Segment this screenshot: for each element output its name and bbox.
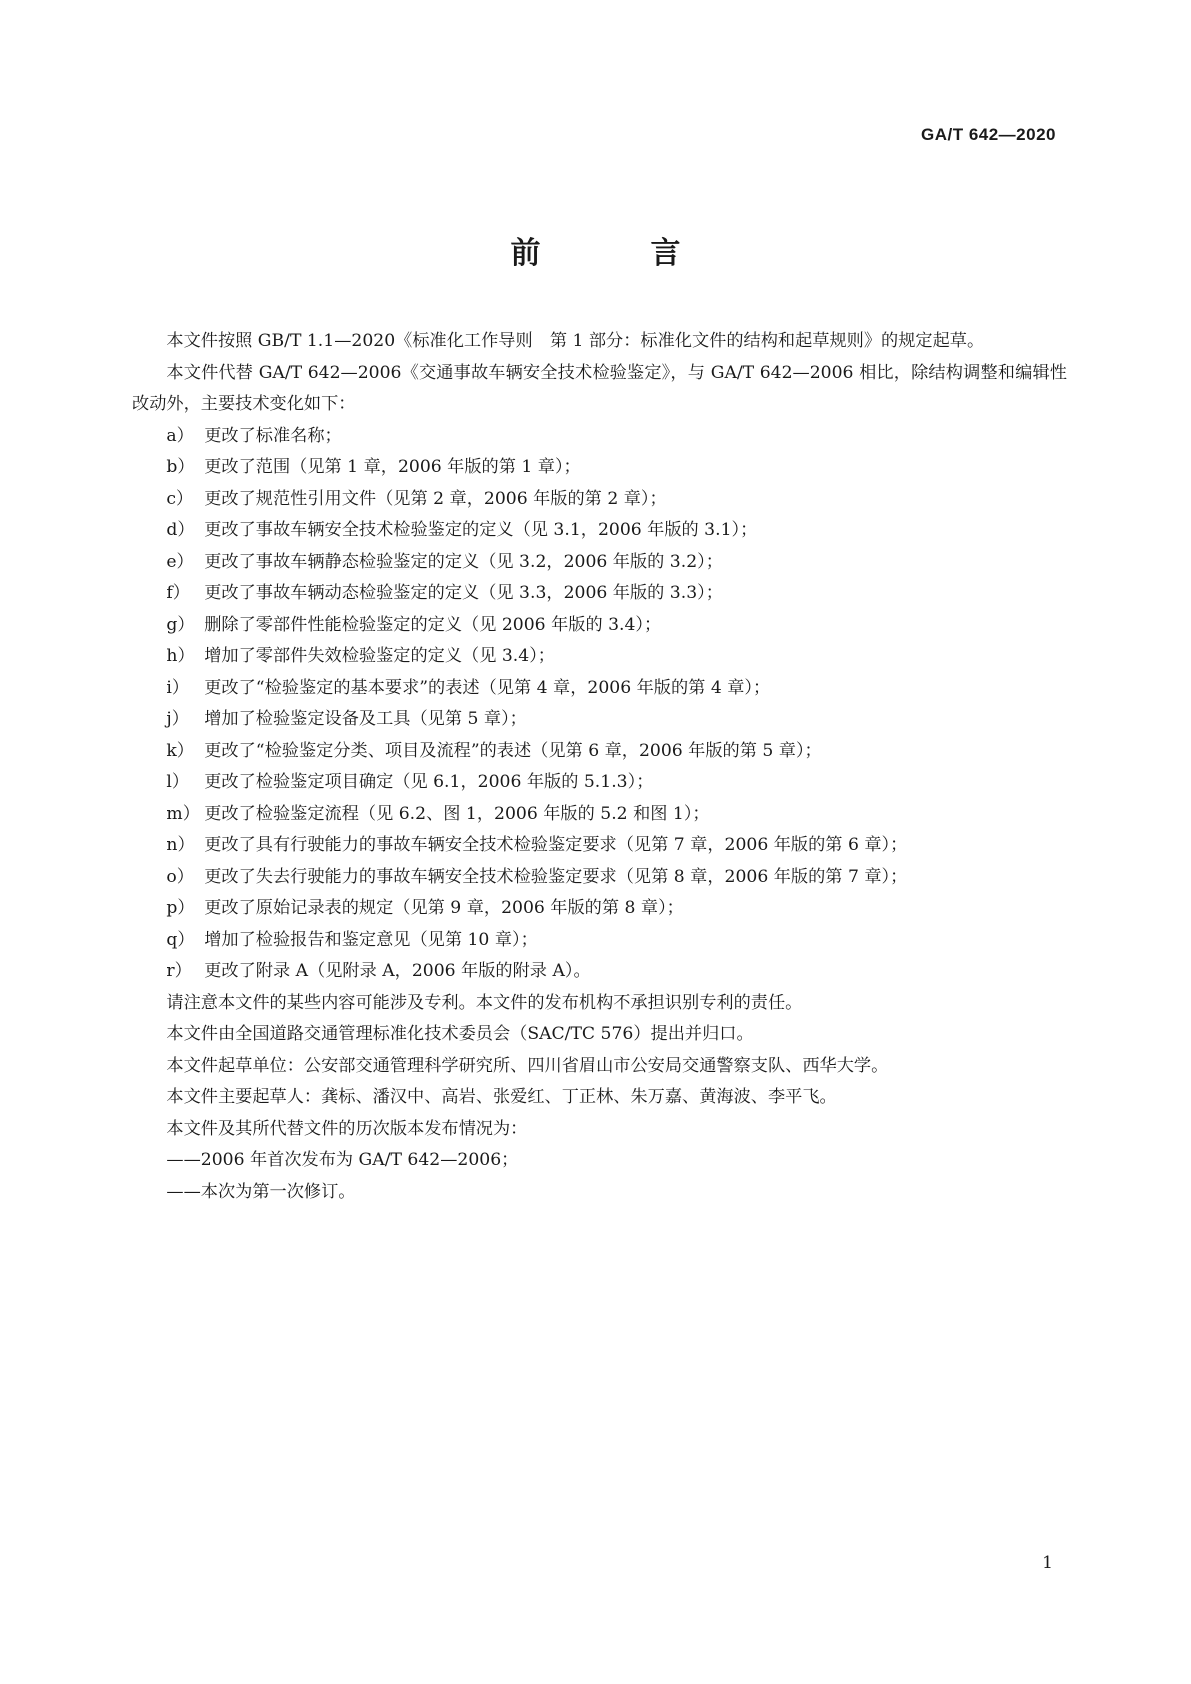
list-item-text: 增加了检验报告和鉴定意见（见第 10 章）；: [204, 929, 538, 950]
list-marker: f）: [166, 583, 190, 603]
list-item-text: 更改了“检验鉴定的基本要求”的表述（见第 4 章，2006 年版的第 4 章）；: [204, 677, 771, 698]
list-item: [132, 893, 1067, 925]
list-marker: r）: [166, 961, 192, 981]
history-item: ——本次为第一次修订。: [166, 1181, 356, 1202]
list-marker: h）: [166, 646, 195, 666]
list-item-text: 更改了事故车辆静态检验鉴定的定义（见 3.2，2006 年版的 3.2）；: [204, 551, 723, 572]
list-marker: g）: [166, 614, 195, 635]
list-marker: e）: [166, 551, 194, 572]
list-item-text: 更改了“检验鉴定分类、项目及流程”的表述（见第 6 章，2006 年版的第 5 章）；: [204, 740, 822, 761]
proposer-statement: 本文件由全国道路交通管理标准化技术委员会（SAC/TC 576）提出并归口。: [166, 1024, 754, 1044]
drafters: 本文件主要起草人：龚标、潘汉中、高岩、张爱红、丁正林、朱万嘉、黄海波、李平飞。: [166, 1087, 837, 1107]
page-number: 1: [1042, 1553, 1053, 1573]
list-item: [132, 452, 1067, 484]
list-item: [132, 862, 1067, 894]
list-item-text: 更改了原始记录表的规定（见第 9 章，2006 年版的第 8 章）；: [204, 898, 684, 918]
list-item-text: 增加了检验鉴定设备及工具（见第 5 章）；: [204, 709, 527, 729]
list-item-text: 更改了检验鉴定流程（见 6.2、图 1，2006 年版的 5.2 和图 1）；: [204, 803, 710, 824]
list-marker: a）: [166, 425, 194, 446]
list-marker: p）: [166, 898, 195, 918]
list-item: [132, 767, 1067, 799]
list-marker: k）: [166, 740, 194, 761]
drafting-units: 本文件起草单位：公安部交通管理科学研究所、四川省眉山市公安局交通警察支队、西华大学。: [166, 1055, 889, 1076]
list-marker: b）: [166, 457, 195, 477]
history-item: ——2006 年首次发布为 GA/T 642—2006；: [166, 1150, 519, 1170]
list-marker: d）: [166, 520, 195, 540]
list-item: [132, 515, 1067, 547]
list-item-text: 更改了事故车辆动态检验鉴定的定义（见 3.3，2006 年版的 3.3）；: [204, 583, 723, 603]
list-item-text: 更改了失去行驶能力的事故车辆安全技术检验鉴定要求（见第 8 章，2006 年版的第 7 章）；: [204, 866, 908, 887]
list-item: [132, 484, 1067, 516]
list-item-text: 更改了范围（见第 1 章，2006 年版的第 1 章）；: [204, 457, 581, 477]
list-item-text: 更改了检验鉴定项目确定（见 6.1，2006 年版的 5.1.3）；: [204, 772, 654, 792]
list-item-text: 更改了具有行驶能力的事故车辆安全技术检验鉴定要求（见第 7 章，2006 年版的第 6 章）；: [204, 835, 908, 855]
list-item-text: 删除了零部件性能检验鉴定的定义（见 2006 年版的 3.4）；: [204, 614, 662, 635]
list-marker: q）: [166, 929, 195, 950]
list-item: [132, 547, 1067, 579]
list-marker: l）: [166, 772, 190, 792]
list-item: [132, 641, 1067, 673]
list-item: [132, 799, 1067, 831]
document-body: [132, 326, 1067, 1208]
intro-paragraph-2: 本文件代替 GA/T 642—2006《交通事故车辆安全技术检验鉴定》，与 GA/T 642—2006 相比，除结构调整和编辑性改动外，主要技术变化如下：: [132, 362, 1067, 414]
list-item: [132, 830, 1067, 862]
page-title: 前 言: [510, 236, 721, 271]
list-item-text: 更改了标准名称；: [204, 425, 342, 446]
intro-paragraph-1: 本文件按照 GB/T 1.1—2020《标准化工作导则 第 1 部分：标准化文件的结构和起草规则》的规定起草。: [166, 331, 985, 351]
list-marker: o）: [166, 866, 194, 887]
list-item-text: 增加了零部件失效检验鉴定的定义（见 3.4）；: [204, 646, 555, 666]
changes-list: [132, 421, 1067, 988]
list-item: [132, 578, 1067, 610]
list-item: [132, 736, 1067, 768]
list-marker: m）: [166, 803, 200, 824]
list-item: [132, 704, 1067, 736]
list-item: [132, 421, 1067, 453]
list-item-text: 更改了事故车辆安全技术检验鉴定的定义（见 3.1，2006 年版的 3.1）；: [204, 520, 758, 540]
patent-notice: 请注意本文件的某些内容可能涉及专利。本文件的发布机构不承担识别专利的责任。: [166, 992, 803, 1013]
list-item: [132, 925, 1067, 957]
list-item-text: 更改了规范性引用文件（见第 2 章，2006 年版的第 2 章）；: [204, 488, 667, 509]
list-marker: c）: [166, 488, 194, 509]
list-marker: j）: [166, 709, 189, 729]
list-item: [132, 610, 1067, 642]
list-item: [132, 956, 1067, 988]
list-item-text: 更改了附录 A（见附录 A，2006 年版的附录 A）。: [204, 961, 591, 981]
list-marker: i）: [166, 677, 190, 698]
list-item: [132, 673, 1067, 705]
history-intro: 本文件及其所代替文件的历次版本发布情况为：: [166, 1118, 528, 1139]
list-marker: n）: [166, 835, 195, 855]
standard-code: GA/T 642—2020: [920, 125, 1056, 144]
